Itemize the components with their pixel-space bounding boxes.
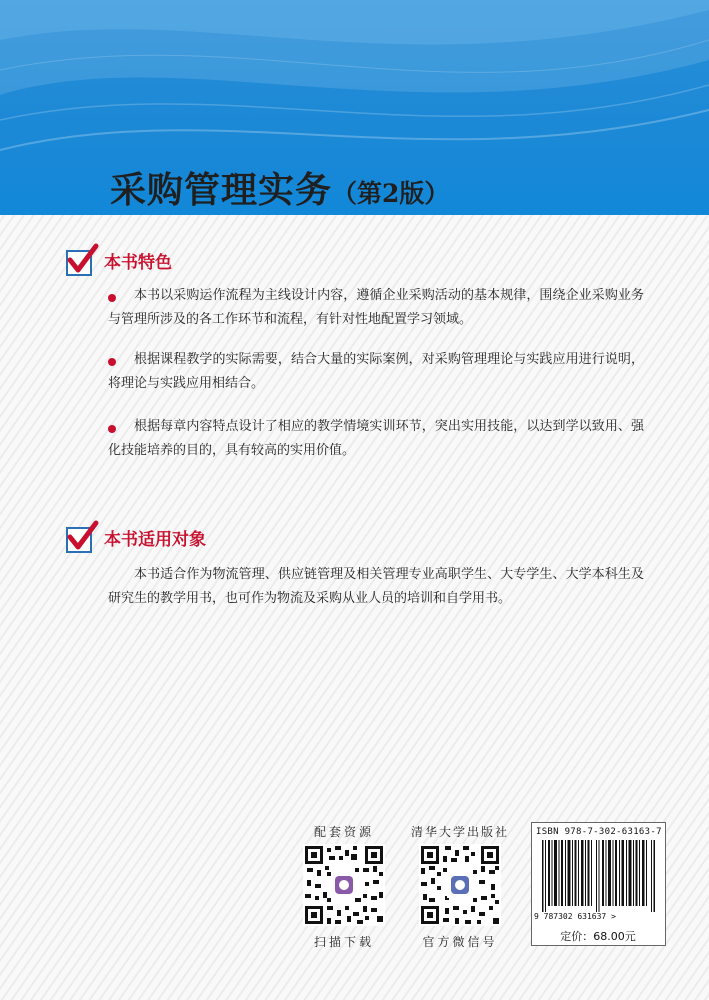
- qr-code-wechat-icon[interactable]: [419, 844, 501, 926]
- qr-right-top-label: 清华大学出版社: [410, 825, 509, 839]
- title-main: 采购管理实务: [110, 169, 333, 211]
- checkmark-icon: [66, 250, 92, 276]
- qr-code-resources-icon[interactable]: [303, 844, 385, 926]
- qr-left-top-label: 配套资源: [313, 825, 374, 839]
- audience-heading-label: 本书适用对象: [104, 530, 206, 550]
- audience-text: 本书适合作为物流管理、供应链管理及相关管理专业高职学生、大专学生、大学本科生及研究生的教学用书，也可作为物流及采购从业人员的培训和自学用书。: [108, 567, 644, 606]
- feature-item-1: 本书以采购运作流程为主线设计内容，遵循企业采购活动的基本规律，围绕企业采购业务与管理所涉及的各工作环节和流程，有针对性地配置学习领域。: [108, 288, 644, 327]
- title-edition: （第2版）: [332, 179, 450, 208]
- checkmark-icon: [66, 527, 92, 553]
- barcode-digits: 9 787302 631637 >: [534, 912, 616, 921]
- features-heading-label: 本书特色: [104, 253, 172, 273]
- cover-header-band: [0, 0, 709, 215]
- book-title: [110, 165, 449, 215]
- isbn-number: ISBN 978-7-302-63163-7: [536, 827, 662, 837]
- price-label: 定价：68.00元: [547, 928, 649, 945]
- qr-right-bottom-label: 官方微信号: [422, 935, 498, 949]
- barcode-icon: [542, 840, 657, 912]
- feature-item-3: 根据每章内容特点设计了相应的教学情境实训环节，突出实用技能，以达到学以致用、强化技能培养的目的，具有较高的实用价值。: [108, 419, 644, 458]
- feature-item-2: 根据课程教学的实际需要，结合大量的实际案例，对采购管理理论与实践应用进行说明，将理论与实践应用相结合。: [108, 352, 644, 391]
- qr-left-bottom-label: 扫描下载: [313, 935, 374, 949]
